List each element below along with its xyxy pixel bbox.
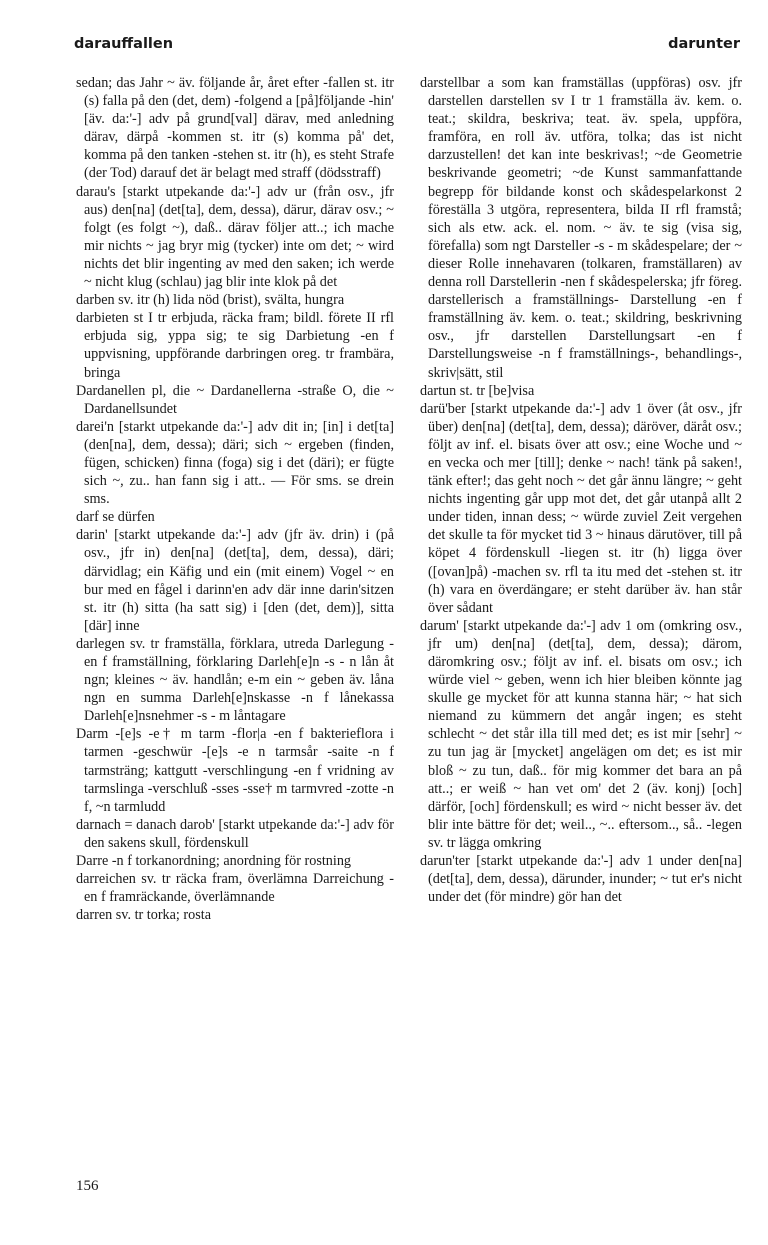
right-column <box>420 74 742 906</box>
entry-darstellbar: darstellbar a som kan framställas (uppföras) osv. jfr darstellen darstellen sv I tr 1 framställa äv. kem. o. teat.; skildra, beskriva; teat. äv. spela, uppföra, framföra, en roll äv. utföra, tolka; das ist nicht darzustellen! det kan inte beskrivas!; ~de Geometrie beskrivande geometri; ~de Kunst sammanfattande begrepp för bildande konst och skådespelarkonst 2 föreställa 3 utgöra, representera, bilda II rfl framstå; sich als etw. ack. el. nom. ~ äv. te sig (visa sig, förefalla) som ngt Darsteller -s - m skådespelare; der ~ dieser Rolle innehavaren (tolkaren, framställaren) av denna roll Darstellerin -nen f skådespelerska; jfr föreg. darstellerisch a framställnings- Darstellung -en f framställning äv. kem. o. teat.; skildring, beskrivning osv., jfr darstellen Darstellungsart -en f Darstellungsweise -n f framställnings-, behandlings-, skriv|sätt, stil <box>420 75 742 381</box>
entry-darben: darben sv. itr (h) lida nöd (brist), svälta, hungra <box>76 292 345 309</box>
entry-darueber: darü'ber [starkt utpekande da:'-] adv 1 över (åt osv., jfr über) den[na] (det[ta], dem, dessa); däröver, däråt osv.; följt av inf. el. bisats över att osv.; eine Woche und ~ en vecka och mer [till]; denke ~ nach! tänk på saken!, tänk efter!; das geht noch ~ det går ännu längre; ~ geht nichts ingenting går upp mot det, det går utanpå allt 2 under tiden, innan dess; ~ würde zuviel Zeit vergehen det skulle ta för mycket tid 3 ~ hinaus därutöver, till på köpet 4 fördenskull -liegen st. itr (h) ligga över ([ovan]på) -machen sv. rfl ta itu med det -stehen st. itr (h) vara en överdängare; er steht darüber äv. han står över sådant <box>420 400 742 616</box>
entry-dartun: dartun st. tr [be]visa <box>420 382 535 399</box>
page-number: 156 <box>76 1178 99 1194</box>
entry-darf: darf se dürfen <box>76 509 155 526</box>
entry-darin: darin' [starkt utpekande da:'-] adv (jfr äv. drin) i (på osv., jfr in) den[na] (det[ta], dem, dessa), däri; därvidlag; ein Käfig und ein (mit einem) Vogel ~ en bur med en fågel i darinn'en adv där inne darin'sitzen st. itr (h) sitta (ha satt sig) i [den (det, dem)], sitta [där] inne <box>76 527 394 634</box>
running-head-right: darunter <box>668 36 740 52</box>
entry-darren: darren sv. tr torka; rosta <box>76 907 211 924</box>
entry-darunter: darun'ter [starkt utpekande da:'-] adv 1 under den[na] (det[ta], dem, dessa), därunder, inunder; ~ tut er's nicht under det (för mindre) gör han det <box>420 853 742 906</box>
entry-darreichen: darreichen sv. tr räcka fram, överlämna Darreichung -en f framräckande, överlämnande <box>76 871 394 906</box>
entry-darlegen: darlegen sv. tr framställa, förklara, utreda Darlegung -en f framställning, förklaring Darleh[e]n -s - n lån åt ngn; kleines ~ äv. handlån; e-m ein ~ geben äv. låna ngn en summa Darleh[e]nskasse -n f lånekassa Darleh[e]nsnehmer -s - m låntagare <box>76 635 394 725</box>
entry-darre: Darre -n f torkanordning; anordning för rostning <box>76 853 352 870</box>
running-head-left: darauffallen <box>74 36 174 52</box>
entry-daraus: darau's [starkt utpekande da:'-] adv ur (från osv., jfr aus) den[na] (det[ta], dem, dessa), därur, därav osv.; ~ folgt (es folgt ~), daß.. därav följer att..; ich mache mir nichts ~ jag bryr mig (tycker) inte om det; ~ wird nichts det blir ingenting av med den saken; ich werde ~ nicht klug (schlau) jag blir inte klok på det <box>76 183 394 291</box>
entry-darbieten: darbieten st I tr erbjuda, räcka fram; bildl. förete II rfl erbjuda sig, yppa sig; te sig Darbietung -en f uppvisning, uppförande darbringen oreg. tr frambära, bringa <box>76 310 394 381</box>
left-column <box>76 74 394 924</box>
entry-darm: Darm -[e]s -e† m tarm -flor|a -en f bakterieflora i tarmen -geschwür -[e]s -e n tarmsår -saite -n f tarmsträng; kattgutt -verschlingung -en f vridning av tarmslinga -verschluß -sses -sse† m tarmvred -zotte -n f, ~n tarmludd <box>76 726 394 815</box>
entry-darein: darei'n [starkt utpekande da:'-] adv dit in; [in] i det[ta] (den[na], dem, dessa); däri; sich ~ ergeben (finden, fügen, schicken) finna (foga) sig i det (däri); er fügte sich ~, zu.. han fann sig i att.. — För sms. se drein sms. <box>76 418 394 508</box>
entry-daraufallen-cont: sedan; das Jahr ~ äv. följande år, året efter -fallen st. itr (s) falla på den (det, dem) -folgend a [på]följande -hin' [äv. da:'-] adv på grund[val] därav, med anledning därav, därpå -kommen st. itr (s) komma på' det, komma på den tanken -stehen st. itr (h), es steht Strafe (der Tod) darauf det är belagt med straff (dödsstraff) <box>76 75 394 182</box>
entry-darum: darum' [starkt utpekande da:'-] adv 1 om (omkring osv., jfr um) den[na] (det[ta], dem, dessa); därom, däromkring osv.; följt av inf. el. bisats om osv.; ich würde viel ~ geben, wenn ich hier bleiben könnte jag skulle ge mycket för att kunna stanna här; ~ hat sich niemand zu kümmern det angår ingen; es steht schlecht ~ det står illa till med det; es ist mir [sehr] ~ zu tun jag är [mycket] angelägen om det; es ist mir bloß ~ zu tun, daß.. för mig kommer det bara an på att..; er weiß ~ han vet om' det 2 (äv. konj) [och] därför, [och] fördenskull; es wird ~ nicht besser äv. det blir inte bättre för det; weil.., ~.. eftersom.., så.. -legen sv. tr lägga omkring <box>420 617 742 851</box>
entry-dardanellen: Dardanellen pl, die ~ Dardanellerna -straße O, die ~ Dardanellsundet <box>76 382 394 417</box>
entry-darnach: darnach = danach darob' [starkt utpekande da:'-] adv för den sakens skull, fördenskull <box>76 816 394 851</box>
